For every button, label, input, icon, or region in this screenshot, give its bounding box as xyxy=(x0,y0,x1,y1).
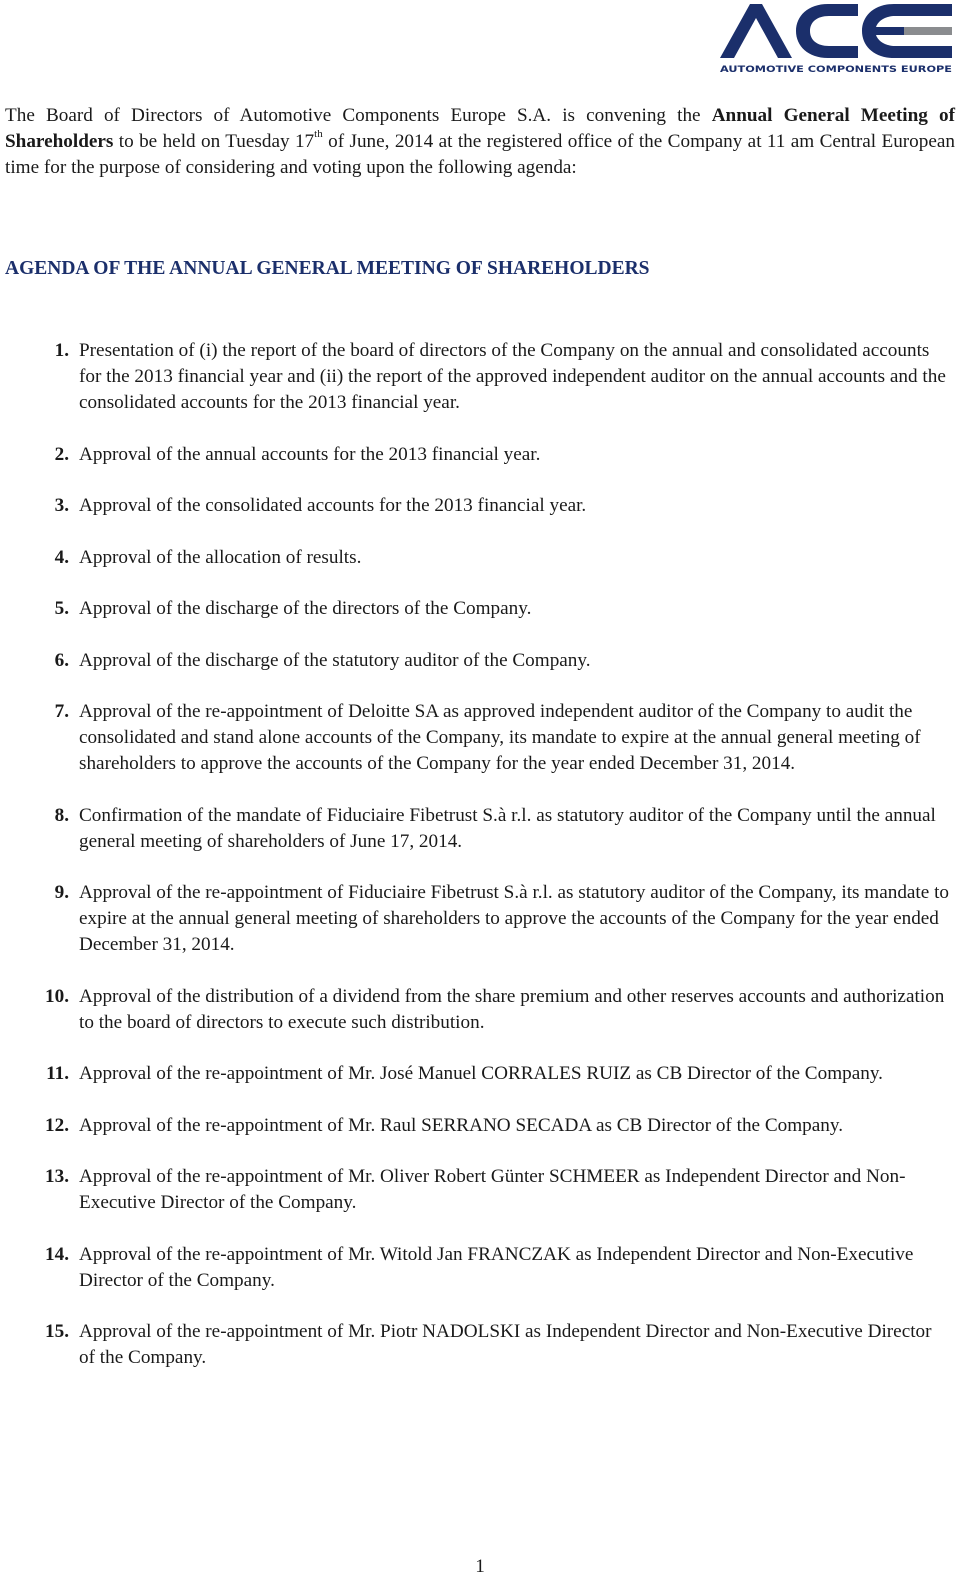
agenda-item-number: 14. xyxy=(45,1243,69,1265)
intro-text-1: The Board of Directors of Automotive Components Europe S.A. is convening the xyxy=(5,105,712,126)
agenda-item xyxy=(0,596,960,622)
agenda-item-number: 12. xyxy=(45,1114,69,1136)
agenda-item-number: 3. xyxy=(54,495,69,516)
agenda-item-number: 6. xyxy=(54,649,69,671)
agenda-item-text: Approval of the re-appointment of Mr. Oliver Robert Günter SCHMEER as Independent Director and Non-Executive Director of the Company. xyxy=(79,1166,906,1213)
agenda-item-text: Approval of the re-appointment of Mr. José Manuel CORRALES RUIZ as CB Director of the Company. xyxy=(79,1063,883,1084)
logo-letter-a xyxy=(720,4,792,58)
agenda-item-text: Confirmation of the mandate of Fiduciaire Fibetrust S.à r.l. as statutory auditor of the Company until the annual general meeting of shareholders of June 17, 2014. xyxy=(79,804,936,852)
agenda-item-number: 1. xyxy=(54,340,69,361)
intro-text-3: of June, 2014 at the registered office of the Company at 11 am Central European time for the purpose of considering and voting upon the following agenda: xyxy=(5,130,955,178)
logo-letter-c xyxy=(796,4,858,58)
agenda-item xyxy=(0,1164,960,1216)
agenda-item-number: 5. xyxy=(54,598,69,619)
agenda-list xyxy=(0,338,960,1397)
agenda-item-text: Approval of the allocation of results. xyxy=(79,546,362,568)
intro-paragraph xyxy=(5,103,955,180)
agenda-item-number: 4. xyxy=(54,546,69,568)
agenda-item-text: Approval of the re-appointment of Mr. Raul SERRANO SECADA as CB Director of the Company. xyxy=(79,1114,844,1136)
agenda-item xyxy=(0,493,960,519)
intro-superscript: th xyxy=(314,128,323,141)
page-number: 1 xyxy=(475,1556,485,1577)
agenda-item xyxy=(0,1113,960,1139)
agenda-item-number: 9. xyxy=(54,882,69,903)
logo-accent-bar xyxy=(904,27,952,35)
logo-tagline: AUTOMOTIVE COMPONENTS EUROPE xyxy=(720,65,953,75)
agenda-item-number: 7. xyxy=(54,701,69,722)
agenda-item-number: 8. xyxy=(54,804,69,826)
agenda-item xyxy=(0,338,960,416)
agenda-item xyxy=(0,545,960,571)
agenda-item-number: 13. xyxy=(45,1166,69,1187)
agenda-item-text: Approval of the consolidated accounts for the 2013 financial year. xyxy=(79,495,587,516)
agenda-item xyxy=(0,803,960,855)
company-logo xyxy=(718,0,954,76)
agenda-item-text: Approval of the re-appointment of Deloitte SA as approved independent auditor of the Company to audit the consolidated and stand alone accounts of the Company, its mandate to expire at the annual general meeting of shareholders to approve the accounts of the Company for the year ended December 31, 2014. xyxy=(79,701,921,774)
intro-bold-meeting: Annual General Meeting of Shareholders xyxy=(5,105,955,152)
agenda-item xyxy=(0,1242,960,1294)
agenda-item-text: Approval of the re-appointment of Fiduciaire Fibetrust S.à r.l. as statutory auditor of the Company, its mandate to expire at the annual general meeting of shareholders to approve the accounts of the Company for the year ended December 31, 2014. xyxy=(79,882,950,955)
agenda-item-number: 2. xyxy=(54,443,69,465)
agenda-item xyxy=(0,699,960,777)
agenda-item xyxy=(0,984,960,1036)
agenda-item xyxy=(0,442,960,468)
agenda-item xyxy=(0,1061,960,1087)
agenda-item-text: Approval of the discharge of the statutory auditor of the Company. xyxy=(79,649,591,671)
agenda-item-text: Approval of the distribution of a dividend from the share premium and other reserves accounts and authorization to the board of directors to execute such distribution. xyxy=(79,985,945,1033)
agenda-item-text: Presentation of (i) the report of the board of directors of the Company on the annual and consolidated accounts for the 2013 financial year and (ii) the report of the approved independent auditor on the annual accounts and the consolidated accounts for the 2013 financial year. xyxy=(79,340,946,413)
intro-text-2: to be held on Tuesday 17 xyxy=(113,130,315,152)
ace-logo-mark xyxy=(718,0,954,76)
agenda-item-text: Approval of the discharge of the directors of the Company. xyxy=(79,598,532,619)
agenda-item xyxy=(0,1319,960,1371)
agenda-item-number: 11. xyxy=(46,1063,69,1084)
agenda-item-number: 10. xyxy=(45,985,69,1007)
agenda-item-text: Approval of the re-appointment of Mr. Piotr NADOLSKI as Independent Director and Non-Executive Director of the Company. xyxy=(79,1321,932,1368)
agenda-item xyxy=(0,648,960,674)
agenda-item-text: Approval of the re-appointment of Mr. Witold Jan FRANCZAK as Independent Director and Non-Executive Director of the Company. xyxy=(79,1243,914,1291)
agenda-item-text: Approval of the annual accounts for the 2013 financial year. xyxy=(79,443,541,465)
agenda-item-number: 15. xyxy=(45,1321,69,1342)
agenda-title: AGENDA OF THE ANNUAL GENERAL MEETING OF SHAREHOLDERS xyxy=(5,258,650,279)
agenda-item xyxy=(0,880,960,958)
